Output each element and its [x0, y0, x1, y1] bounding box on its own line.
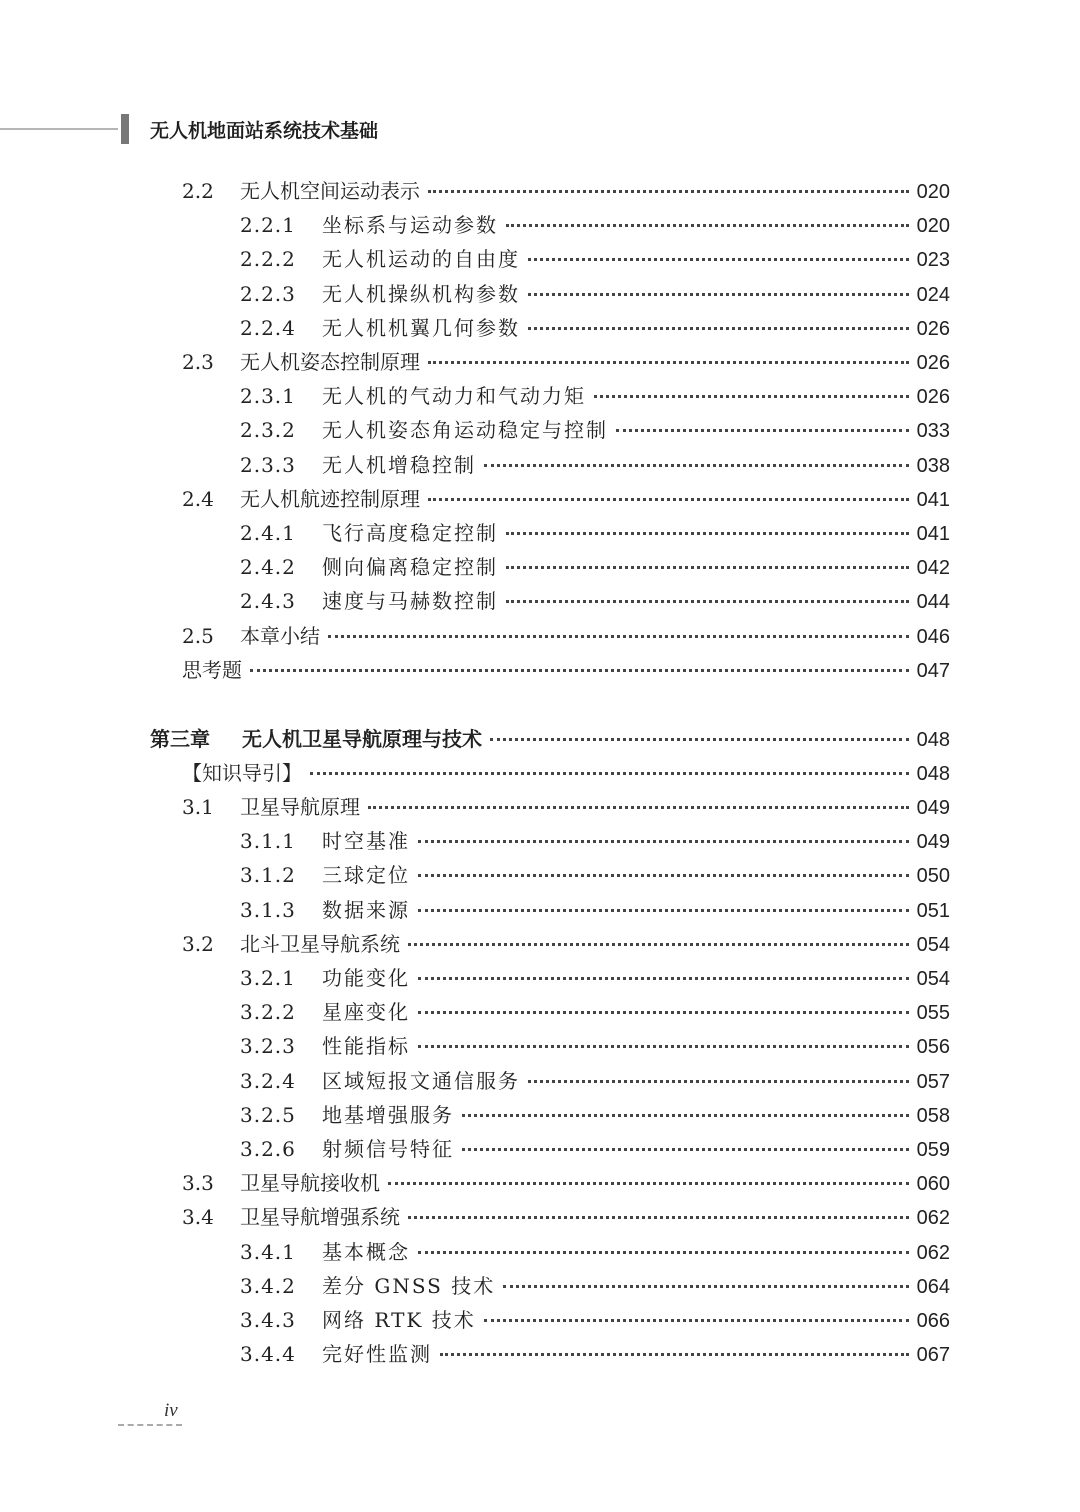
- toc-entry-title: 飞行高度稳定控制: [322, 521, 498, 545]
- toc-entry-number: 3.2.6: [240, 1137, 296, 1161]
- toc-entry: [240, 379, 950, 413]
- toc-entry-title: 无人机空间运动表示: [240, 179, 420, 203]
- footer-dash-rule: [118, 1424, 182, 1426]
- toc-entry-page: 059: [916, 1139, 950, 1161]
- toc-entry-number: 3.1.2: [240, 863, 296, 888]
- toc-entry: [240, 208, 950, 242]
- toc-entry-title: 坐标系与运动参数: [322, 213, 498, 238]
- toc-entry: [240, 311, 950, 345]
- toc-entry-page: 058: [916, 1104, 950, 1127]
- toc-dot-leader: [506, 532, 909, 535]
- toc-entry-page: 047: [916, 659, 950, 682]
- toc-dot-leader: [490, 738, 909, 741]
- toc-entry-page: 048: [916, 728, 950, 751]
- toc-entry: [240, 550, 950, 584]
- toc-entry-title: 无人机姿态控制原理: [240, 350, 420, 374]
- toc-entry-number: 2.2.3: [240, 281, 296, 306]
- toc-chapter-entry: [150, 722, 950, 756]
- toc-entry-page: 026: [916, 317, 950, 340]
- toc-entry: [240, 1337, 950, 1371]
- toc-entry-number: 3.1.3: [240, 897, 296, 922]
- toc-dot-leader: [462, 1114, 909, 1117]
- toc-entry-number: 3.4.4: [240, 1342, 296, 1367]
- toc-entry-page: 055: [916, 1002, 950, 1025]
- toc-entry-number: 2.3.1: [240, 384, 296, 409]
- toc-entry-number: 2.3.3: [240, 452, 296, 477]
- toc-entry-title: 北斗卫星导航系统: [240, 931, 400, 956]
- toc-entry: [240, 893, 950, 927]
- toc-entry: [240, 1029, 950, 1063]
- toc-entry-page: 041: [916, 488, 950, 511]
- toc-entry-number: 2.4.3: [240, 589, 296, 614]
- toc-dot-leader: [528, 293, 909, 296]
- toc-entry-title: 三球定位: [322, 863, 410, 888]
- toc-entry-number: 3.4: [182, 1205, 214, 1230]
- toc-entry-number: 2.4: [182, 486, 214, 511]
- toc-entry-title: 射频信号特征: [322, 1137, 454, 1161]
- toc-dot-leader: [528, 258, 909, 261]
- page-number: iv: [164, 1400, 178, 1421]
- toc-dot-leader: [428, 498, 909, 501]
- toc-entry-title: 地基增强服务: [322, 1102, 454, 1127]
- toc-entry-number: 3.4.3: [240, 1308, 296, 1332]
- toc-dot-leader: [428, 190, 909, 193]
- toc-dot-leader: [418, 1011, 909, 1014]
- toc-entry-number: 2.2.1: [240, 213, 296, 238]
- toc-dot-leader: [310, 772, 909, 775]
- toc-entry: [240, 1132, 950, 1166]
- toc-entry-title: 功能变化: [322, 966, 410, 990]
- toc-entry-number: 3.2.2: [240, 1000, 296, 1025]
- toc-entry: [182, 1200, 950, 1234]
- toc-entry-page: 049: [916, 797, 950, 819]
- toc-dot-leader: [503, 1285, 908, 1288]
- toc-entry-page: 020: [916, 215, 950, 238]
- toc-entry: [240, 1098, 950, 1132]
- toc-entry-title: 数据来源: [322, 897, 410, 922]
- toc-entry-title: 本章小结: [240, 623, 320, 648]
- toc-entry-page: 026: [916, 386, 950, 409]
- toc-entry-number: 2.3.2: [240, 418, 296, 443]
- toc-entry-number: 3.2.1: [240, 966, 296, 990]
- toc-entry-title: 无人机机翼几何参数: [322, 315, 520, 340]
- toc-entry-page: 062: [916, 1207, 950, 1230]
- toc-entry-title: 性能指标: [322, 1034, 410, 1059]
- toc-entry-title: 时空基准: [322, 829, 410, 854]
- toc-entry-number: 2.4.1: [240, 521, 296, 545]
- toc-entry-number: 3.4.1: [240, 1239, 296, 1264]
- toc-entry-title: 【知识导引】: [182, 760, 302, 785]
- toc-entry-title: 无人机航迹控制原理: [240, 486, 420, 511]
- toc-entry-number: 2.5: [182, 623, 214, 648]
- toc-entry-title: 星座变化: [322, 1000, 410, 1025]
- toc-entry-number: 2.4.2: [240, 555, 296, 580]
- toc-dot-leader: [418, 1251, 909, 1254]
- toc-entry-page: 066: [916, 1310, 950, 1332]
- toc-entry: [182, 790, 950, 824]
- toc-entry-page: 033: [916, 420, 950, 443]
- toc-entry-title: 思考题: [182, 657, 242, 682]
- toc-entry-number: 3.4.2: [240, 1273, 296, 1298]
- toc-dot-leader: [484, 1319, 909, 1322]
- toc-entry-title: 侧向偏离稳定控制: [322, 555, 498, 580]
- toc-entry: [240, 242, 950, 276]
- toc-dot-leader: [418, 840, 909, 843]
- toc-entry-number: 3.1: [182, 795, 214, 819]
- toc-entry-page: 020: [916, 181, 950, 203]
- toc-entry-page: 046: [916, 625, 950, 648]
- toc-entry-page: 049: [916, 831, 950, 854]
- toc-dot-leader: [408, 1216, 909, 1219]
- toc-entry-page: 062: [916, 1241, 950, 1264]
- toc-dot-leader: [484, 464, 909, 467]
- toc-entry-title: 无人机运动的自由度: [322, 247, 520, 272]
- toc-entry-title: 卫星导航接收机: [240, 1171, 380, 1196]
- toc-entry-number: 2.2.2: [240, 247, 296, 272]
- toc-entry: [240, 1235, 950, 1269]
- toc-entry: [240, 584, 950, 618]
- toc-entry-page: 024: [916, 283, 950, 306]
- toc-entry-title: 速度与马赫数控制: [322, 589, 498, 614]
- toc-entry-number: 3.2: [182, 931, 214, 956]
- toc-entry-number: 2.2: [182, 179, 214, 203]
- toc-entry-number: 3.2.5: [240, 1102, 296, 1127]
- toc-entry-page: 044: [916, 591, 950, 614]
- toc-entry: [182, 756, 950, 790]
- toc-entry: [240, 413, 950, 447]
- toc-entry: [182, 653, 950, 687]
- running-head: 无人机地面站系统技术基础: [150, 120, 379, 142]
- toc-entry-page: 042: [916, 557, 950, 580]
- toc-dot-leader: [594, 395, 909, 398]
- toc-dot-leader: [418, 874, 909, 877]
- toc-dot-leader: [462, 1148, 909, 1151]
- toc-entry-title: 区域短报文通信服务: [322, 1068, 520, 1093]
- toc-entry: [182, 174, 950, 208]
- toc-dot-leader: [328, 635, 909, 638]
- toc-entry-number: 3.2.3: [240, 1034, 296, 1059]
- toc-dot-leader: [440, 1353, 909, 1356]
- toc-entry-page: 026: [916, 352, 950, 374]
- toc-entry: [240, 1064, 950, 1098]
- toc-entry-page: 023: [916, 249, 950, 272]
- toc-entry-page: 060: [916, 1173, 950, 1196]
- toc-entry-number: 第三章: [150, 726, 210, 751]
- toc-entry-number: 2.3: [182, 350, 214, 374]
- toc-entry-title: 基本概念: [322, 1239, 410, 1264]
- toc-entry-page: 054: [916, 933, 950, 956]
- toc-entry-title: 卫星导航增强系统: [240, 1205, 400, 1230]
- toc-entry: [240, 858, 950, 892]
- toc-entry-title: 无人机的气动力和气动力矩: [322, 384, 586, 409]
- toc-entry-page: 038: [916, 454, 950, 477]
- toc-dot-leader: [506, 224, 909, 227]
- toc-dot-leader: [418, 909, 909, 912]
- toc-entry-number: 3.1.1: [240, 829, 296, 854]
- toc-entry-page: 067: [916, 1344, 950, 1367]
- toc-entry-page: 056: [916, 1036, 950, 1059]
- toc-dot-leader: [408, 943, 909, 946]
- toc-entry-page: 048: [916, 762, 950, 785]
- toc-entry-title: 卫星导航原理: [240, 795, 360, 819]
- toc-entry-title: 无人机姿态角运动稳定与控制: [322, 418, 608, 443]
- toc-entry: [182, 345, 950, 379]
- toc-entry: [182, 1166, 950, 1200]
- toc-dot-leader: [368, 806, 909, 809]
- toc-entry: [182, 482, 950, 516]
- toc-dot-leader: [506, 600, 909, 603]
- toc-dot-leader: [528, 327, 909, 330]
- toc-entry: [240, 961, 950, 995]
- toc-dot-leader: [428, 361, 909, 364]
- toc-entry-page: 051: [916, 899, 950, 922]
- toc-entry: [240, 448, 950, 482]
- toc-entry: [182, 619, 950, 653]
- toc-entry: [240, 277, 950, 311]
- header-rule: [0, 128, 118, 130]
- toc-entry-title: 网络 RTK 技术: [322, 1308, 476, 1332]
- header-bar-mark: [121, 114, 129, 144]
- toc-entry-page: 057: [916, 1070, 950, 1093]
- toc-entry-title: 完好性监测: [322, 1342, 432, 1367]
- toc-entry-title: 无人机卫星导航原理与技术: [242, 726, 482, 751]
- toc-entry: [240, 824, 950, 858]
- toc-entry-title: 无人机操纵机构参数: [322, 281, 520, 306]
- toc-dot-leader: [250, 669, 909, 672]
- toc-dot-leader: [418, 977, 909, 980]
- toc-entry-number: 3.2.4: [240, 1068, 296, 1093]
- toc-entry-title: 无人机增稳控制: [322, 452, 476, 477]
- toc-entry: [240, 1303, 950, 1337]
- toc-entry-number: 3.3: [182, 1171, 214, 1196]
- toc-entry-page: 050: [916, 865, 950, 888]
- toc-dot-leader: [506, 566, 909, 569]
- toc-entry: [240, 516, 950, 550]
- toc-entry: [182, 927, 950, 961]
- toc-dot-leader: [418, 1045, 909, 1048]
- toc-dot-leader: [528, 1080, 909, 1083]
- toc-entry-page: 064: [916, 1275, 950, 1298]
- toc-dot-leader: [616, 429, 909, 432]
- toc-entry: [240, 1269, 950, 1303]
- toc-entry-title: 差分 GNSS 技术: [322, 1273, 496, 1298]
- toc-dot-leader: [388, 1182, 909, 1185]
- toc-entry-page: 041: [916, 523, 950, 545]
- toc-entry-page: 054: [916, 968, 950, 990]
- toc-entry: [240, 995, 950, 1029]
- toc-entry-number: 2.2.4: [240, 315, 296, 340]
